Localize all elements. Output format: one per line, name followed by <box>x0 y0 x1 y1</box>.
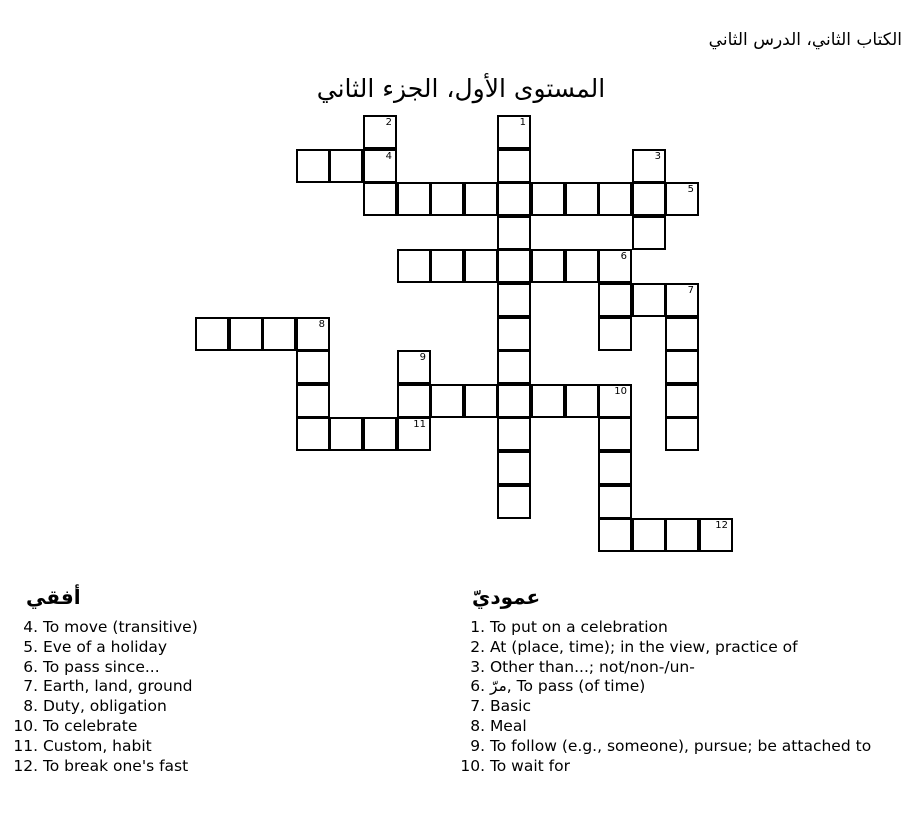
crossword-cell[interactable] <box>665 384 699 418</box>
crossword-cell[interactable] <box>397 249 431 283</box>
crossword-cell[interactable] <box>497 115 531 149</box>
crossword-cell[interactable] <box>430 182 464 216</box>
across-clue: 6. To pass since... <box>23 657 160 676</box>
down-clue: 7. Basic <box>470 697 531 716</box>
crossword-cell[interactable] <box>430 384 464 418</box>
clue-number: 2 <box>385 117 392 128</box>
crossword-cell[interactable] <box>598 249 632 283</box>
page-title: المستوى الأول، الجزء الثاني <box>316 74 606 103</box>
crossword-cell[interactable] <box>363 115 397 149</box>
clue-number: 10 <box>614 386 627 397</box>
crossword-cell[interactable] <box>531 384 565 418</box>
clue-number: 3 <box>654 151 661 162</box>
crossword-cell[interactable] <box>665 317 699 351</box>
across-heading: أفقي <box>26 585 81 609</box>
crossword-cell[interactable] <box>497 350 531 384</box>
crossword-cell[interactable] <box>598 317 632 351</box>
crossword-cell[interactable] <box>497 317 531 351</box>
crossword-cell[interactable] <box>497 182 531 216</box>
clue-number: 5 <box>687 184 694 195</box>
crossword-cell[interactable] <box>598 518 632 552</box>
crossword-cell[interactable] <box>497 149 531 183</box>
down-clue: 10. To wait for <box>460 756 570 775</box>
crossword-cell[interactable] <box>229 317 263 351</box>
crossword-cell[interactable] <box>598 451 632 485</box>
crossword-cell[interactable] <box>497 485 531 519</box>
clue-number: 7 <box>687 285 694 296</box>
crossword-cell[interactable] <box>296 350 330 384</box>
across-clue: 11. Custom, habit <box>13 736 152 755</box>
header-note: الكتاب الثاني، الدرس الثاني <box>708 30 902 50</box>
clue-number: 11 <box>413 419 426 430</box>
down-clue: 9. To follow (e.g., someone), pursue; be attached to <box>470 736 872 755</box>
crossword-cell[interactable] <box>699 518 733 552</box>
down-heading: عموديّ <box>472 585 541 609</box>
crossword-cell[interactable] <box>296 417 330 451</box>
clue-number: 9 <box>419 352 426 363</box>
crossword-cell[interactable] <box>665 518 699 552</box>
crossword-cell[interactable] <box>665 350 699 384</box>
clue-number: 6 <box>620 251 627 262</box>
crossword-cell[interactable] <box>632 182 666 216</box>
crossword-cell[interactable] <box>397 417 431 451</box>
crossword-cell[interactable] <box>464 384 498 418</box>
across-clue: 8. Duty, obligation <box>23 697 167 716</box>
crossword-cell[interactable] <box>632 216 666 250</box>
down-clue: 2. At (place, time); in the view, practice of <box>470 637 798 656</box>
crossword-cell[interactable] <box>598 182 632 216</box>
crossword-cell[interactable] <box>665 417 699 451</box>
clue-number: 4 <box>385 151 392 162</box>
clue-number: 1 <box>519 117 526 128</box>
crossword-cell[interactable] <box>329 149 363 183</box>
crossword-cell[interactable] <box>598 485 632 519</box>
crossword-cell[interactable] <box>531 182 565 216</box>
crossword-cell[interactable] <box>363 417 397 451</box>
across-clue: 10. To celebrate <box>13 716 138 735</box>
down-clue-list <box>457 618 871 776</box>
crossword-cell[interactable] <box>497 249 531 283</box>
crossword-cell[interactable] <box>296 317 330 351</box>
crossword-cell[interactable] <box>397 384 431 418</box>
down-clue: 3. Other than...; not/non-/un- <box>470 657 695 676</box>
crossword-cell[interactable] <box>497 417 531 451</box>
crossword-cell[interactable] <box>464 249 498 283</box>
crossword-cell[interactable] <box>397 350 431 384</box>
crossword-cell[interactable] <box>296 149 330 183</box>
across-clue-list <box>10 618 198 776</box>
across-clue: 5. Eve of a holiday <box>23 637 168 656</box>
crossword-cell[interactable] <box>531 249 565 283</box>
down-clue: 1. To put on a celebration <box>470 618 668 636</box>
crossword-cell[interactable] <box>363 149 397 183</box>
across-clue: 7. Earth, land, ground <box>23 677 193 696</box>
crossword-cell[interactable] <box>598 384 632 418</box>
across-clue: 12. To break one's fast <box>13 756 189 775</box>
crossword-cell[interactable] <box>262 317 296 351</box>
crossword-cell[interactable] <box>497 216 531 250</box>
crossword-cell[interactable] <box>296 384 330 418</box>
across-clue: 4. To move (transitive) <box>23 618 198 636</box>
crossword-cell[interactable] <box>497 451 531 485</box>
down-clue: 6. مرّ, To pass (of time) <box>470 677 646 696</box>
crossword-cell[interactable] <box>598 283 632 317</box>
crossword-cell[interactable] <box>195 317 229 351</box>
clue-number: 8 <box>318 319 325 330</box>
clue-number: 12 <box>715 520 728 531</box>
crossword-cell[interactable] <box>665 283 699 317</box>
crossword-cell[interactable] <box>397 182 431 216</box>
crossword-cell[interactable] <box>565 384 599 418</box>
crossword-cell[interactable] <box>497 384 531 418</box>
crossword-cell[interactable] <box>665 182 699 216</box>
crossword-cell[interactable] <box>565 182 599 216</box>
crossword-cell[interactable] <box>497 283 531 317</box>
down-clue: 8. Meal <box>470 716 527 735</box>
crossword-cell[interactable] <box>464 182 498 216</box>
crossword-cell[interactable] <box>430 249 464 283</box>
crossword-cell[interactable] <box>598 417 632 451</box>
crossword-cell[interactable] <box>363 182 397 216</box>
crossword-cell[interactable] <box>329 417 363 451</box>
crossword-cell[interactable] <box>565 249 599 283</box>
crossword-cell[interactable] <box>632 283 666 317</box>
crossword-cell[interactable] <box>632 149 666 183</box>
crossword-cell[interactable] <box>632 518 666 552</box>
